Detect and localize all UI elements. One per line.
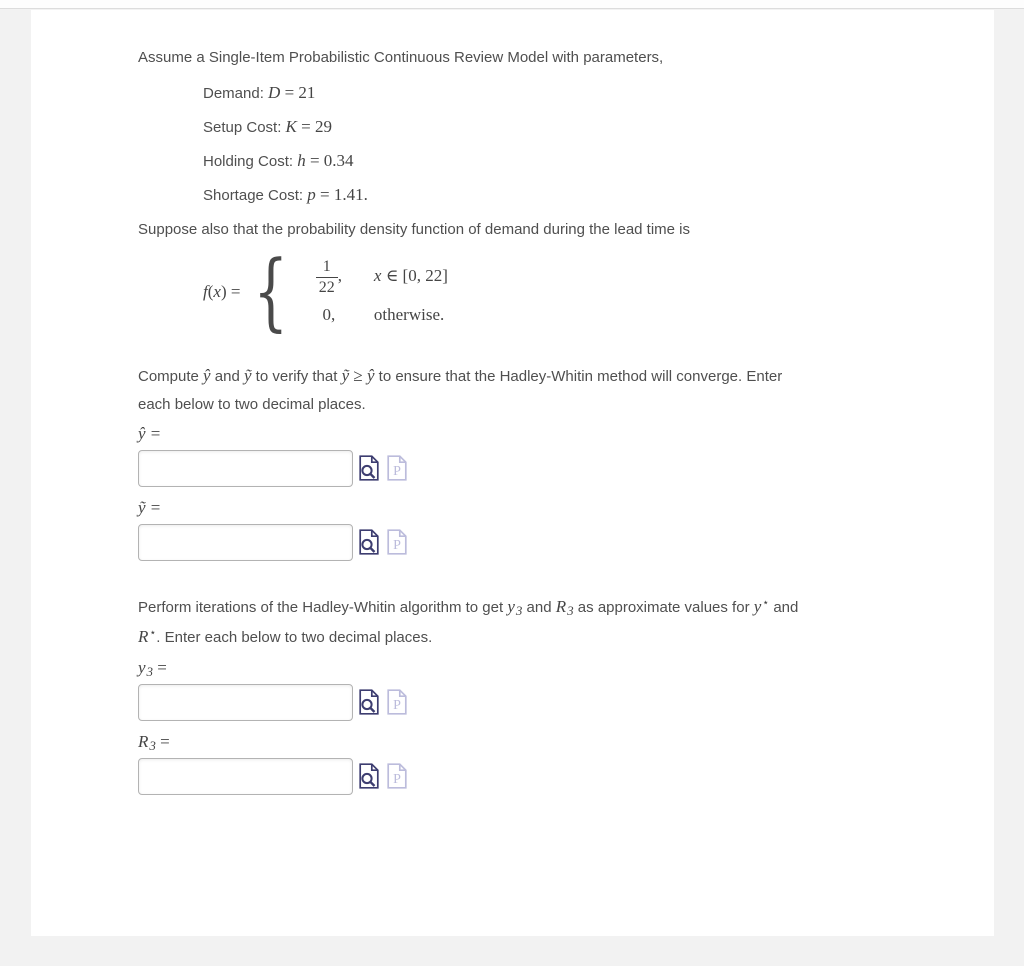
math-value: = 29 [296, 117, 332, 136]
svg-text:P: P [393, 464, 401, 480]
compute-instructions [138, 362, 934, 419]
answer-row [138, 684, 934, 721]
answer-group-R3 [138, 729, 934, 795]
magnifier-page-icon [358, 455, 380, 481]
answer-group-y3 [138, 655, 934, 721]
math-symbol: y [507, 596, 515, 616]
problem-content-panel [31, 10, 994, 936]
math-value: = 21 [280, 83, 316, 102]
math-symbol: y [753, 596, 762, 616]
case-1-condition [374, 266, 448, 286]
text-segment: and [769, 598, 799, 616]
text-segment: . Enter each below to two decimal places. [156, 628, 433, 646]
R3-input[interactable] [138, 758, 353, 795]
equation-lhs [203, 282, 240, 302]
math-R3 [556, 597, 574, 616]
math-subscript: 3 [149, 737, 156, 753]
answer-label [138, 729, 934, 756]
math-symbol: D [268, 83, 281, 102]
comma: , [337, 266, 343, 286]
text-segment: to ensure that the Hadley-Whitin method will converge. Enter [374, 367, 783, 385]
fraction-denominator: 22 [316, 277, 338, 297]
math-superscript-star: ⋆ [149, 626, 157, 639]
svg-text:P: P [393, 538, 401, 554]
past-answers-button[interactable] [386, 689, 408, 715]
answer-label [138, 421, 934, 448]
letter-p-page-icon [386, 455, 408, 481]
pdf-intro: Suppose also that the probability density function of demand during the lead time is [138, 221, 691, 238]
text-segment: Perform iterations of the Hadley-Whitin algorithm to get [138, 598, 508, 616]
parameter-setup-cost [203, 110, 934, 144]
equals-sign: = [153, 657, 167, 677]
math-condition: ∈ [0, 22] [381, 266, 448, 286]
preview-answer-button[interactable] [358, 763, 380, 789]
text-segment: as approximate values for [573, 598, 754, 616]
math-y-tilde: ỹ [341, 365, 350, 385]
y-tilde-input[interactable] [138, 524, 353, 561]
parameter-label: Demand: [203, 85, 269, 102]
math-symbol: f [203, 281, 208, 301]
magnifier-page-icon [358, 689, 380, 715]
math-value: = 0.34 [305, 151, 354, 170]
perform-instructions [138, 593, 934, 653]
math-R-star [138, 627, 156, 646]
math-symbol: x [213, 281, 221, 301]
piecewise-cases [300, 258, 448, 325]
math-subscript: 3 [146, 663, 154, 679]
problem-intro: Assume a Single-Item Probabilistic Continuous Review Model with parameters, [138, 49, 664, 66]
math-symbol: y [138, 657, 146, 677]
math-symbol: p [307, 185, 316, 204]
parameter-label: Shortage Cost: [203, 187, 308, 204]
parameter-label: Holding Cost: [203, 153, 298, 170]
svg-text:P: P [393, 772, 401, 788]
y3-input[interactable] [138, 684, 353, 721]
letter-p-page-icon [386, 529, 408, 555]
math-symbol: ỹ [138, 497, 146, 517]
math-symbol: R [138, 626, 149, 646]
text-segment: and [210, 367, 244, 385]
parameter-label: Setup Cost: [203, 119, 286, 136]
text-segment: each below to two decimal places. [138, 395, 366, 413]
equals-sign: = [146, 497, 161, 517]
math-value: = 1.41. [315, 185, 368, 204]
geq-sign: ≥ [349, 365, 367, 385]
text-segment: to verify that [251, 367, 342, 385]
pdf-equation [203, 242, 934, 340]
answer-group-y-hat [138, 421, 934, 487]
math-y-hat: ŷ [366, 365, 375, 385]
math-symbol: ŷ [138, 423, 146, 443]
fraction [316, 258, 338, 297]
math-symbol: R [555, 596, 567, 616]
math-symbol: x [373, 266, 382, 286]
paren: ( [207, 281, 214, 301]
answer-label [138, 495, 934, 522]
text-segment: Compute [138, 367, 204, 385]
parameter-holding-cost [203, 144, 934, 178]
preview-answer-button[interactable] [358, 529, 380, 555]
parameter-shortage-cost [203, 178, 934, 212]
case-2-condition: otherwise. [373, 305, 445, 325]
answer-label [138, 655, 934, 682]
math-superscript-star: ⋆ [762, 596, 770, 609]
top-divider [0, 0, 1024, 9]
magnifier-page-icon [358, 763, 380, 789]
answer-row [138, 450, 934, 487]
parameter-list [203, 76, 934, 212]
left-brace: { [253, 242, 289, 340]
letter-p-page-icon [386, 689, 408, 715]
past-answers-button[interactable] [386, 529, 408, 555]
math-y-star [754, 597, 769, 616]
math-subscript: 3 [567, 602, 574, 618]
math-symbol: R [138, 731, 149, 751]
equals-sign: = [146, 423, 161, 443]
answer-group-y-tilde [138, 495, 934, 561]
past-answers-button[interactable] [386, 763, 408, 789]
math-y-hat: ŷ [203, 365, 211, 385]
case-2-value: 0, [322, 305, 336, 325]
answer-row [138, 524, 934, 561]
math-y3 [507, 597, 522, 616]
text-segment: and [522, 598, 556, 616]
past-answers-button[interactable] [386, 455, 408, 481]
case-row-1 [300, 258, 448, 297]
fraction-numerator: 1 [322, 258, 331, 276]
svg-text:P: P [393, 698, 401, 714]
answer-row [138, 758, 934, 795]
parameter-demand [203, 76, 934, 110]
equals-sign: ) = [220, 281, 241, 301]
math-y-tilde: ỹ [243, 365, 252, 385]
equals-sign: = [155, 731, 170, 751]
math-symbol: h [297, 151, 306, 170]
math-symbol: K [285, 117, 297, 136]
problem-area [31, 10, 994, 795]
case-1-value [300, 258, 358, 297]
preview-answer-button[interactable] [358, 689, 380, 715]
math-subscript: 3 [515, 602, 523, 618]
y-hat-input[interactable] [138, 450, 353, 487]
case-row-2 [300, 305, 448, 325]
letter-p-page-icon [386, 763, 408, 789]
preview-answer-button[interactable] [358, 455, 380, 481]
magnifier-page-icon [358, 529, 380, 555]
